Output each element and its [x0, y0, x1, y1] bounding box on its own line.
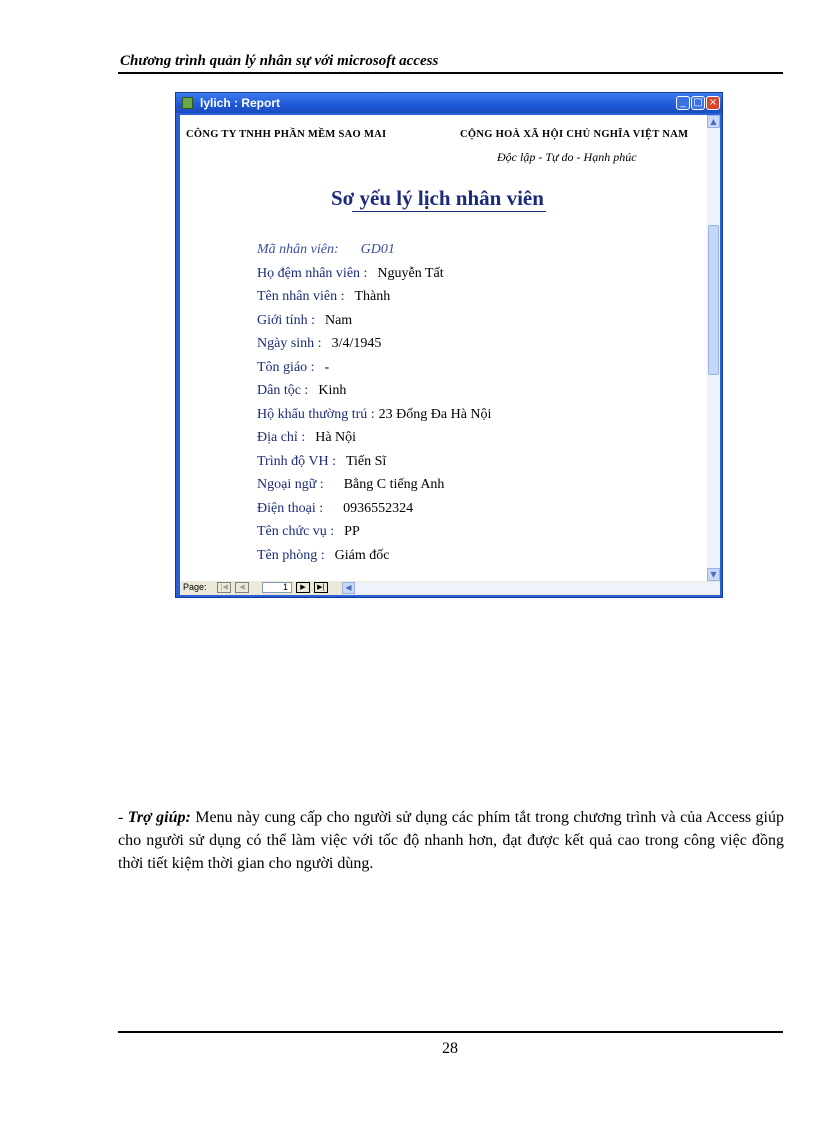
field-label: Mã nhân viên: [257, 242, 339, 257]
field-value: PP [344, 524, 360, 539]
field-language [257, 477, 444, 493]
report-window[interactable] [175, 92, 723, 598]
company-name: CÔNG TY TNHH PHẦN MỀM SAO MAI [186, 129, 387, 140]
document-title: Chương trình quản lý nhân sự với microsoft access [120, 53, 439, 69]
field-value: Tiến Sĩ [345, 454, 387, 469]
field-label: Giới tính : [257, 313, 315, 328]
paragraph-lead: - [118, 809, 128, 826]
field-value: Thành [354, 289, 391, 304]
field-first-name [257, 289, 390, 305]
report-title: Sơ yếu lý lịch nhân viên [331, 186, 544, 210]
field-value: Bằng C tiếng Anh [343, 477, 445, 492]
report-icon [182, 97, 193, 109]
maximize-button[interactable]: □ [691, 96, 705, 110]
field-label: Điện thoại : [257, 501, 324, 516]
record-navigation-bar [180, 581, 720, 595]
field-middle-name [257, 266, 444, 282]
field-value: Kinh [318, 383, 347, 398]
vertical-scrollbar[interactable] [707, 115, 720, 581]
field-value: 0936552324 [343, 501, 414, 516]
field-label: Tên chức vụ : [257, 524, 335, 539]
page-number-input[interactable]: 1 [262, 582, 292, 593]
field-value: 3/4/1945 [331, 336, 382, 351]
field-religion [257, 360, 329, 376]
footer-divider [118, 1031, 783, 1033]
field-label: Tôn giáo : [257, 360, 315, 375]
field-value: Giám đốc [334, 548, 390, 563]
field-label: Trình độ VH : [257, 454, 336, 469]
page-label: Page: [183, 582, 207, 592]
field-label: Tên phòng : [257, 548, 325, 563]
previous-page-icon[interactable]: ◀ [235, 582, 249, 593]
field-value: Nam [324, 313, 353, 328]
field-permanent-address [257, 407, 491, 423]
field-value: - [324, 360, 330, 375]
close-button[interactable]: × [706, 96, 720, 110]
last-page-icon[interactable]: ▶| [314, 582, 328, 593]
field-birth-date [257, 336, 381, 352]
field-value: 23 Đống Đa Hà Nội [378, 407, 492, 422]
field-label: Địa chỉ : [257, 430, 306, 445]
first-page-icon[interactable]: |◀ [217, 582, 231, 593]
field-label: Ngày sinh : [257, 336, 322, 351]
field-value: Nguyễn Tất [377, 266, 444, 281]
field-employee-id [257, 242, 395, 258]
field-gender [257, 313, 352, 329]
field-ethnicity [257, 383, 346, 399]
field-value: GD01 [360, 242, 395, 257]
field-label: Tên nhân viên : [257, 289, 345, 304]
scroll-thumb[interactable] [708, 225, 719, 375]
field-label: Ngoại ngữ : [257, 477, 324, 492]
help-description: Menu này cung cấp cho người sử dụng các phím tắt trong chương trình và của Access giúp cho người sử dụng có thể làm việc với tốc độ nhanh hơn, đạt được kết quả cao trong công việc đồng thời tiết kiệm thời gian cho người dùng. [118, 809, 785, 872]
field-address [257, 430, 356, 446]
window-title: lylich : Report [200, 96, 281, 110]
field-value: Hà Nội [315, 430, 357, 445]
field-phone [257, 501, 413, 517]
report-preview [180, 115, 707, 581]
republic-heading: CỘNG HOÀ XÃ HỘI CHỦ NGHĨA VIỆT NAM [460, 129, 689, 140]
page-number: 28 [442, 1040, 458, 1057]
field-label: Hộ khẩu thường trú : [257, 407, 375, 422]
next-page-icon[interactable]: ▶ [296, 582, 310, 593]
field-education [257, 454, 386, 470]
scroll-left-icon[interactable]: ◀ [342, 582, 355, 594]
title-bar[interactable] [176, 93, 722, 113]
help-term: Trợ giúp: [127, 809, 191, 826]
field-label: Họ đệm nhân viên : [257, 266, 368, 281]
field-position [257, 524, 360, 540]
horizontal-scrollbar[interactable] [342, 582, 720, 594]
help-paragraph [118, 806, 784, 875]
field-label: Dân tộc : [257, 383, 309, 398]
scroll-up-icon[interactable]: ▲ [707, 115, 720, 128]
title-underline [352, 211, 546, 212]
scroll-down-icon[interactable]: ▼ [707, 568, 720, 581]
page-header [118, 52, 783, 74]
field-department [257, 548, 389, 564]
motto: Độc lập - Tự do - Hạnh phúc [497, 150, 637, 164]
minimize-button[interactable]: _ [676, 96, 690, 110]
